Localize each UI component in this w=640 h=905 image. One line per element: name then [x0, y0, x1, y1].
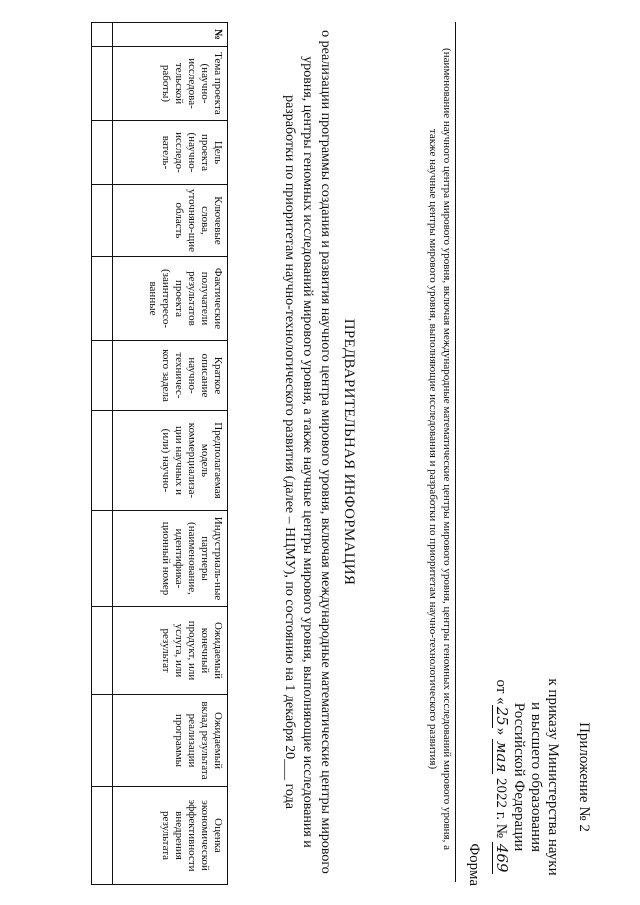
table-cell: [92, 511, 113, 607]
column-header: Фактические получатели результатов проекта (заинтересо-ванные: [113, 257, 228, 341]
handwritten-day: 25: [493, 706, 511, 726]
appendix-block: [492, 662, 592, 892]
document-heading: [280, 30, 358, 874]
column-header: Индустриаль-ные партнеры (наименование, идентифика-ционный номер: [113, 511, 228, 607]
appendix-line-2: и высшего образования: [528, 702, 544, 852]
table-cell: [92, 787, 113, 885]
document-title: ПРЕДВАРИТЕЛЬНАЯ ИНФОРМАЦИЯ: [341, 318, 357, 586]
table-cell: [92, 341, 113, 411]
column-header: Тема проекта (научно-исследова-тельской работы): [113, 47, 228, 121]
document-page: [20, 12, 620, 892]
column-header: Ожидаемый конечный продукт, или услуга, или результат: [113, 607, 228, 695]
appendix-line-1: к приказу Министерства науки: [545, 678, 561, 876]
date-year: 2022 г. №: [493, 774, 509, 842]
column-header: №: [113, 23, 228, 47]
column-header: Ожидаемый вклад результата реализации программы: [113, 695, 228, 787]
information-table: [91, 22, 228, 885]
table-cell: [92, 121, 113, 185]
table-row: [92, 23, 113, 885]
table-cell: [92, 185, 113, 257]
date-prefix: от «: [493, 679, 509, 705]
table-cell: [92, 695, 113, 787]
table-cell: [92, 411, 113, 511]
table-cell: [92, 23, 113, 47]
column-header: Краткое описание научно-техничес-кого задела: [113, 341, 228, 411]
table-cell: [92, 257, 113, 341]
table-cell: [92, 47, 113, 121]
organization-name-line: [455, 22, 456, 882]
date-mid: »: [493, 727, 509, 739]
column-header: Оценка экономической эффективности внедрения результата: [113, 787, 228, 885]
handwritten-month: мая: [493, 740, 511, 773]
column-header: Цель проекта (научно-исследо-ватель-: [113, 121, 228, 185]
table-cell: [92, 607, 113, 695]
table-header-row: [113, 23, 228, 885]
column-header: Ключевые слова, уточняю-щие область: [113, 185, 228, 257]
handwritten-order-number: 469: [493, 843, 511, 873]
appendix-title: Приложение № 2: [576, 722, 592, 832]
document-subtitle: о реализации программы создания и развития научного центра мирового уровня, включая международные математические центры мирового уровня, центры геномных исследований мирового уровня, а также научные центры мирового уровня, выполняющие исследования и разработки по приоритетам научно-технологического развития (далее – НЦМУ), по состоянию на 1 декабря 20___ года: [282, 30, 333, 874]
organization-caption: (наименование научного центра мирового уровня, включая международные математические центры мирового уровня, центры геномных исследований мирового уровня, а также научные центры мирового уровня, выполняющие исследования и разработки по приоритетам научно-технологического развития): [427, 48, 453, 850]
form-label: Форма: [466, 843, 482, 886]
appendix-line-3: Российской Федерации: [511, 702, 527, 852]
column-header: Предполагаемая модель коммерциализа-ции научных и (или) научно-: [113, 411, 228, 511]
order-date-line: [492, 662, 510, 892]
